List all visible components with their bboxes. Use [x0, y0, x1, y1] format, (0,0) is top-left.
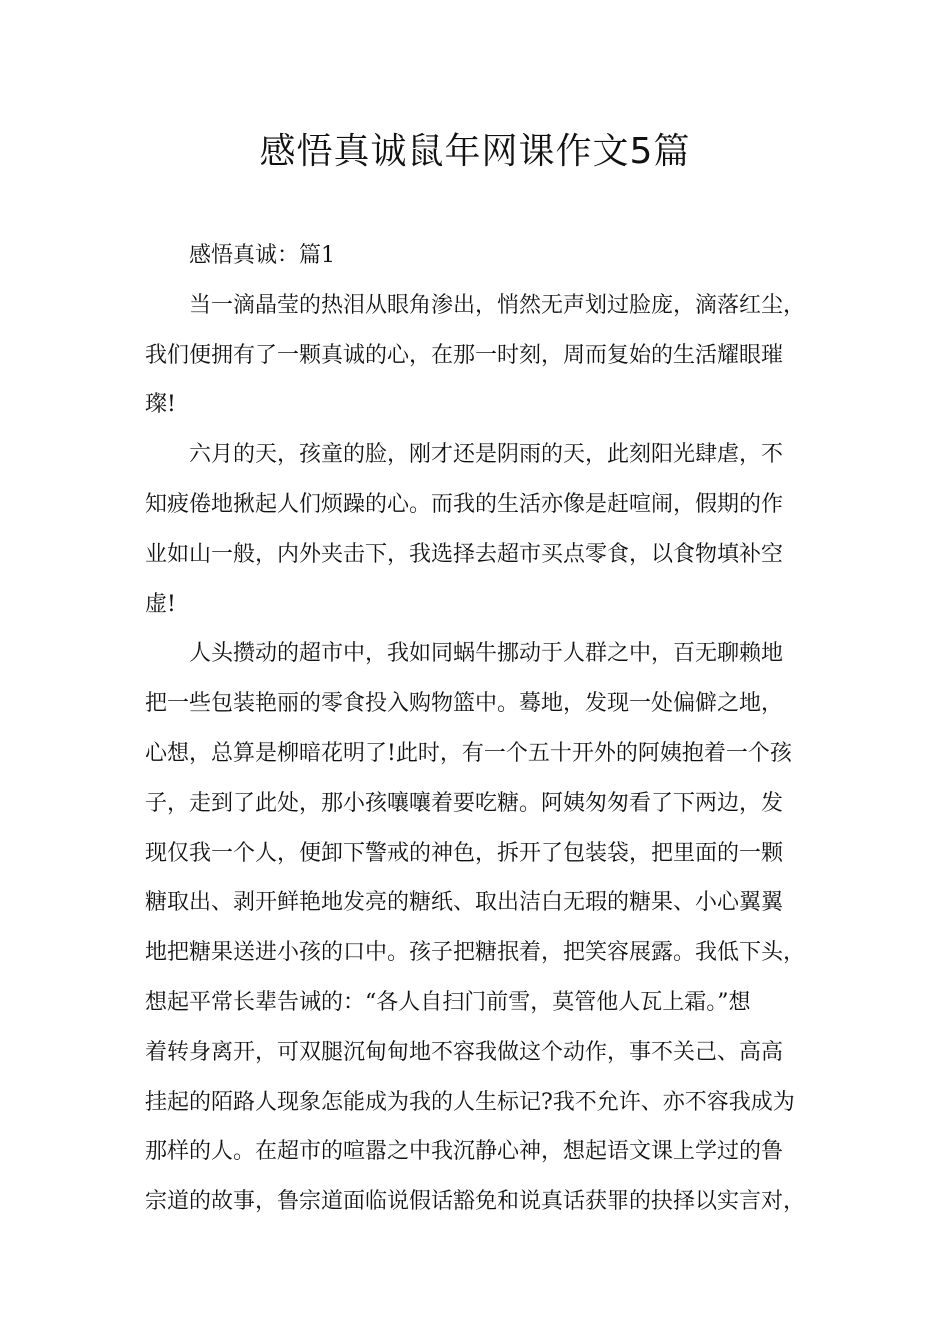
- paragraph-line: 心想，总算是柳暗花明了!此时，有一个五十开外的阿姨抱着一个孩: [145, 740, 792, 766]
- document-body: [145, 231, 833, 1227]
- paragraph-line: 璨!: [145, 392, 176, 418]
- paragraph-line: 六月的天，孩童的脸，刚才还是阴雨的天，此刻阳光肆虐，不: [189, 442, 784, 468]
- paragraph-line: 虚!: [145, 591, 176, 617]
- paragraph-line: 子，走到了此处，那小孩嚷嚷着要吃糖。阿姨匆匆看了下两边，发: [145, 790, 784, 816]
- paragraph-line: 地把糖果送进小孩的口中。孩子把糖抿着，把笑容展露。我低下头，: [145, 940, 806, 966]
- paragraph-line: 宗道的故事，鲁宗道面临说假话豁免和说真话获罪的抉择以实言对，: [145, 1189, 806, 1215]
- paragraph-line: 把一些包装艳丽的零食投入购物篮中。蓦地，发现一处偏僻之地，: [145, 691, 784, 717]
- paragraph-line: 知疲倦地揪起人们烦躁的心。而我的生活亦像是赶喧闹，假期的作: [145, 491, 784, 517]
- paragraph-line: 当一滴晶莹的热泪从眼角渗出，悄然无声划过脸庞，滴落红尘，: [189, 292, 806, 318]
- paragraph-line: 那样的人。在超市的喧嚣之中我沉静心神，想起语文课上学过的鲁: [145, 1139, 784, 1165]
- paragraph-line: 挂起的陌路人现象怎能成为我的人生标记?我不允许、亦不容我成为: [145, 1089, 795, 1115]
- paragraph-line: 我们便拥有了一颗真诚的心，在那一时刻，周而复始的生活耀眼璀: [145, 342, 784, 368]
- paragraph-line: 想起平常长辈告诫的：“各人自扫门前雪，莫管他人瓦上霜。”想: [145, 989, 751, 1015]
- section-heading: 感悟真诚：篇1: [189, 243, 335, 268]
- document-title: 感悟真诚鼠年网课作文5篇: [259, 131, 691, 172]
- paragraph-line: 现仅我一个人，便卸下警戒的神色，拆开了包装袋，把里面的一颗: [145, 840, 784, 866]
- paragraph-line: 业如山一般，内外夹击下，我选择去超市买点零食，以食物填补空: [145, 541, 784, 567]
- paragraph-line: 糖取出、剥开鲜艳地发亮的糖纸、取出洁白无瑕的糖果、小心翼翼: [145, 890, 784, 916]
- paragraph-line: 着转身离开，可双腿沉甸甸地不容我做这个动作，事不关己、高高: [145, 1039, 784, 1065]
- paragraph-line: 人头攒动的超市中，我如同蜗牛挪动于人群之中，百无聊赖地: [189, 641, 784, 667]
